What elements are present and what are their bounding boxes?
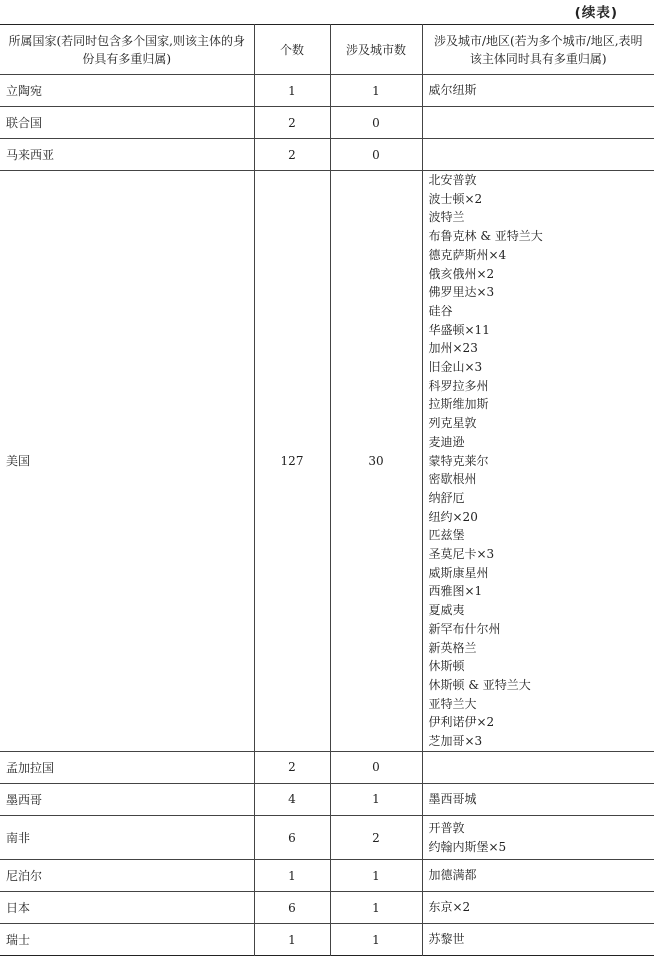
table-row xyxy=(0,924,654,956)
city-item: 布鲁克林 & 亚特兰大 xyxy=(428,229,543,244)
cities-list-cell xyxy=(422,107,654,139)
cities-list-cell xyxy=(422,751,654,783)
country-cell: 南非 xyxy=(0,815,254,859)
cities-count-cell: 1 xyxy=(330,860,422,892)
city-item: 开普敦 xyxy=(428,820,465,835)
count-cell: 6 xyxy=(254,892,330,924)
city-item: 纳舒厄 xyxy=(428,490,465,505)
cities-count-cell: 0 xyxy=(330,139,422,171)
cities-count-cell: 1 xyxy=(330,783,422,815)
country-cell: 联合国 xyxy=(0,107,254,139)
table-row xyxy=(0,107,654,139)
cities-list-cell xyxy=(422,860,654,892)
data-table xyxy=(0,24,654,956)
city-item: 夏威夷 xyxy=(428,603,465,618)
country-cell: 尼泊尔 xyxy=(0,860,254,892)
country-cell: 美国 xyxy=(0,171,254,752)
cities-count-cell: 0 xyxy=(330,751,422,783)
cities-count-cell: 0 xyxy=(330,107,422,139)
city-item: 北安普敦 xyxy=(428,173,477,187)
count-cell: 2 xyxy=(254,139,330,171)
country-cell: 立陶宛 xyxy=(0,75,254,107)
header-cities-count: 涉及城市数 xyxy=(330,25,422,75)
cities-list-cell xyxy=(422,783,654,815)
table-row xyxy=(0,75,654,107)
city-item: 波特兰 xyxy=(428,210,465,225)
cities-list-cell xyxy=(422,815,654,859)
city-item: 列克星敦 xyxy=(428,416,477,431)
cities-list-cell xyxy=(422,924,654,956)
header-cities: 涉及城市/地区(若为多个城市/地区,表明该主体同时具有多重归属) xyxy=(422,25,654,75)
city-item: 休斯顿 xyxy=(428,659,465,674)
city-item: 威尔纽斯 xyxy=(428,83,477,98)
table-row xyxy=(0,815,654,859)
city-item: 麦迪逊 xyxy=(428,434,465,449)
city-item: 硅谷 xyxy=(428,303,453,318)
city-item: 科罗拉多州 xyxy=(428,378,489,393)
city-item: 苏黎世 xyxy=(428,932,465,947)
city-item: 圣莫尼卡×3 xyxy=(428,547,495,562)
count-cell: 6 xyxy=(254,815,330,859)
city-item: 威斯康星州 xyxy=(428,565,489,580)
city-item: 加州×23 xyxy=(428,341,478,356)
city-item: 拉斯维加斯 xyxy=(428,397,489,412)
header-count: 个数 xyxy=(254,25,330,75)
table-row xyxy=(0,892,654,924)
table-row xyxy=(0,171,654,752)
table-header-row xyxy=(0,25,654,75)
cities-list-cell xyxy=(422,139,654,171)
city-item: 蒙特克莱尔 xyxy=(428,453,489,468)
city-item: 西雅图×1 xyxy=(428,584,483,599)
country-cell: 马来西亚 xyxy=(0,139,254,171)
city-item: 纽约×20 xyxy=(428,509,478,524)
city-item: 俄亥俄州×2 xyxy=(428,266,495,281)
city-item: 加德满都 xyxy=(428,868,477,883)
cities-count-cell: 1 xyxy=(330,892,422,924)
city-item: 伊利诺伊×2 xyxy=(428,715,495,730)
table-row xyxy=(0,783,654,815)
count-cell: 1 xyxy=(254,860,330,892)
cities-list-cell xyxy=(422,171,654,752)
city-item: 亚特兰大 xyxy=(428,696,477,711)
count-cell: 4 xyxy=(254,783,330,815)
city-item: 德克萨斯州×4 xyxy=(428,247,507,262)
table-body xyxy=(0,75,654,956)
city-item: 佛罗里达×3 xyxy=(428,285,495,300)
table-row xyxy=(0,860,654,892)
cities-list-cell xyxy=(422,892,654,924)
table-row xyxy=(0,139,654,171)
city-item: 旧金山×3 xyxy=(428,360,483,375)
cities-count-cell: 1 xyxy=(330,75,422,107)
country-cell: 瑞士 xyxy=(0,924,254,956)
count-cell: 1 xyxy=(254,924,330,956)
cities-count-cell: 2 xyxy=(330,815,422,859)
city-item: 波士顿×2 xyxy=(428,191,483,206)
cities-list-cell xyxy=(422,75,654,107)
city-item: 华盛顿×11 xyxy=(428,322,490,337)
count-cell: 2 xyxy=(254,751,330,783)
city-item: 新罕布什尔州 xyxy=(428,621,501,636)
city-item: 东京×2 xyxy=(428,900,471,915)
city-item: 休斯顿 & 亚特兰大 xyxy=(428,677,531,692)
country-cell: 日本 xyxy=(0,892,254,924)
count-cell: 127 xyxy=(254,171,330,752)
continued-label: (续表) xyxy=(574,5,618,21)
city-item: 芝加哥×3 xyxy=(428,734,483,749)
country-cell: 墨西哥 xyxy=(0,783,254,815)
header-country: 所属国家(若同时包含多个国家,则该主体的身份具有多重归属) xyxy=(8,33,245,66)
country-cell: 孟加拉国 xyxy=(0,751,254,783)
city-item: 约翰内斯堡×5 xyxy=(428,839,507,854)
table-row xyxy=(0,751,654,783)
count-cell: 1 xyxy=(254,75,330,107)
cities-count-cell: 30 xyxy=(330,171,422,752)
city-item: 墨西哥城 xyxy=(428,791,477,806)
city-item: 密歇根州 xyxy=(428,472,477,487)
city-item: 新英格兰 xyxy=(428,640,477,655)
count-cell: 2 xyxy=(254,107,330,139)
city-item: 匹兹堡 xyxy=(428,528,465,543)
cities-count-cell: 1 xyxy=(330,924,422,956)
